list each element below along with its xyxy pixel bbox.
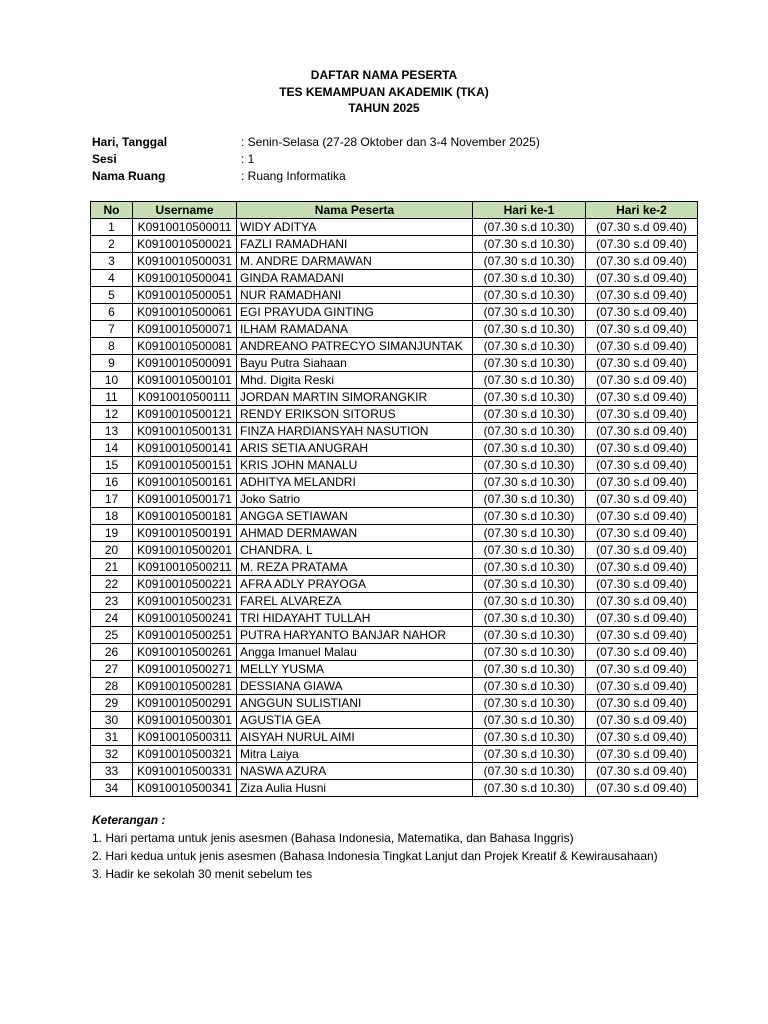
cell-username: K0910010500191 (133, 525, 237, 542)
info-value: : 1 (241, 152, 255, 166)
cell-nama-peserta: AISYAH NURUL AIMI (237, 729, 473, 746)
cell-username: K0910010500021 (133, 236, 237, 253)
cell-hari-2: (07.30 s.d 09.40) (586, 270, 698, 287)
table-row (91, 559, 698, 576)
cell-no: 2 (91, 236, 133, 253)
table-row (91, 542, 698, 559)
cell-username: K0910010500181 (133, 508, 237, 525)
exam-info (92, 134, 540, 185)
cell-hari-2: (07.30 s.d 09.40) (586, 406, 698, 423)
cell-hari-1: (07.30 s.d 10.30) (473, 491, 586, 508)
cell-nama-peserta: MELLY YUSMA (237, 661, 473, 678)
cell-username: K0910010500121 (133, 406, 237, 423)
note-item: 3. Hadir ke sekolah 30 menit sebelum tes (92, 867, 313, 881)
cell-hari-2: (07.30 s.d 09.40) (586, 576, 698, 593)
info-row-date (92, 134, 540, 151)
table-row (91, 338, 698, 355)
title-line-3: TAHUN 2025 (348, 101, 420, 115)
table-row (91, 763, 698, 780)
cell-username: K0910010500081 (133, 338, 237, 355)
table-row (91, 729, 698, 746)
cell-nama-peserta: AGUSTIA GEA (237, 712, 473, 729)
cell-nama-peserta: Ziza Aulia Husni (237, 780, 473, 797)
cell-hari-2: (07.30 s.d 09.40) (586, 355, 698, 372)
cell-nama-peserta: GINDA RAMADANI (237, 270, 473, 287)
table-row (91, 389, 698, 406)
cell-hari-2: (07.30 s.d 09.40) (586, 474, 698, 491)
cell-hari-2: (07.30 s.d 09.40) (586, 236, 698, 253)
cell-username: K0910010500171 (133, 491, 237, 508)
cell-hari-2: (07.30 s.d 09.40) (586, 219, 698, 236)
cell-nama-peserta: ANGGA SETIAWAN (237, 508, 473, 525)
cell-hari-1: (07.30 s.d 10.30) (473, 678, 586, 695)
table-row (91, 406, 698, 423)
cell-username: K0910010500221 (133, 576, 237, 593)
cell-nama-peserta: Bayu Putra Siahaan (237, 355, 473, 372)
cell-hari-1: (07.30 s.d 10.30) (473, 219, 586, 236)
cell-username: K0910010500211 (133, 559, 237, 576)
cell-nama-peserta: NASWA AZURA (237, 763, 473, 780)
cell-nama-peserta: PUTRA HARYANTO BANJAR NAHOR (237, 627, 473, 644)
cell-no: 21 (91, 559, 133, 576)
cell-hari-2: (07.30 s.d 09.40) (586, 559, 698, 576)
cell-no: 6 (91, 304, 133, 321)
column-header-hari-2: Hari ke-2 (586, 202, 698, 219)
table-header-row (91, 202, 698, 219)
info-label: Hari, Tanggal (92, 135, 168, 149)
table-row (91, 780, 698, 797)
cell-no: 11 (91, 389, 133, 406)
table-row (91, 525, 698, 542)
cell-no: 30 (91, 712, 133, 729)
cell-username: K0910010500071 (133, 321, 237, 338)
cell-username: K0910010500091 (133, 355, 237, 372)
table-row (91, 270, 698, 287)
cell-nama-peserta: RENDY ERIKSON SITORUS (237, 406, 473, 423)
cell-nama-peserta: ILHAM RAMADANA (237, 321, 473, 338)
table-row (91, 372, 698, 389)
table-row (91, 627, 698, 644)
cell-nama-peserta: KRIS JOHN MANALU (237, 457, 473, 474)
cell-username: K0910010500041 (133, 270, 237, 287)
cell-nama-peserta: JORDAN MARTIN SIMORANGKIR (237, 389, 473, 406)
cell-no: 34 (91, 780, 133, 797)
cell-no: 10 (91, 372, 133, 389)
cell-no: 20 (91, 542, 133, 559)
cell-no: 25 (91, 627, 133, 644)
cell-hari-1: (07.30 s.d 10.30) (473, 457, 586, 474)
cell-hari-1: (07.30 s.d 10.30) (473, 474, 586, 491)
table-row (91, 746, 698, 763)
table-row (91, 610, 698, 627)
cell-hari-1: (07.30 s.d 10.30) (473, 508, 586, 525)
cell-no: 31 (91, 729, 133, 746)
table-row (91, 236, 698, 253)
table-row (91, 287, 698, 304)
table-row (91, 304, 698, 321)
cell-username: K0910010500261 (133, 644, 237, 661)
cell-hari-1: (07.30 s.d 10.30) (473, 440, 586, 457)
cell-username: K0910010500241 (133, 610, 237, 627)
cell-username: K0910010500111 (133, 389, 237, 406)
table-row (91, 491, 698, 508)
column-header-username: Username (133, 202, 237, 219)
cell-hari-1: (07.30 s.d 10.30) (473, 270, 586, 287)
info-value: : Ruang Informatika (241, 169, 346, 183)
cell-nama-peserta: Mitra Laiya (237, 746, 473, 763)
cell-no: 19 (91, 525, 133, 542)
cell-hari-2: (07.30 s.d 09.40) (586, 423, 698, 440)
cell-hari-1: (07.30 s.d 10.30) (473, 236, 586, 253)
cell-nama-peserta: ANDREANO PATRECYO SIMANJUNTAK (237, 338, 473, 355)
cell-hari-2: (07.30 s.d 09.40) (586, 644, 698, 661)
cell-nama-peserta: NUR RAMADHANI (237, 287, 473, 304)
cell-no: 29 (91, 695, 133, 712)
column-header-nama-peserta: Nama Peserta (237, 202, 473, 219)
column-header-hari-1: Hari ke-1 (473, 202, 586, 219)
table-row (91, 644, 698, 661)
cell-no: 5 (91, 287, 133, 304)
cell-hari-2: (07.30 s.d 09.40) (586, 678, 698, 695)
cell-nama-peserta: Angga Imanuel Malau (237, 644, 473, 661)
cell-hari-2: (07.30 s.d 09.40) (586, 780, 698, 797)
table-row (91, 593, 698, 610)
cell-username: K0910010500061 (133, 304, 237, 321)
table-row (91, 321, 698, 338)
cell-username: K0910010500311 (133, 729, 237, 746)
cell-hari-1: (07.30 s.d 10.30) (473, 627, 586, 644)
cell-hari-1: (07.30 s.d 10.30) (473, 661, 586, 678)
table-row (91, 508, 698, 525)
cell-hari-2: (07.30 s.d 09.40) (586, 763, 698, 780)
cell-nama-peserta: FINZA HARDIANSYAH NASUTION (237, 423, 473, 440)
cell-no: 22 (91, 576, 133, 593)
cell-hari-1: (07.30 s.d 10.30) (473, 321, 586, 338)
cell-nama-peserta: M. ANDRE DARMAWAN (237, 253, 473, 270)
table-row (91, 661, 698, 678)
cell-hari-2: (07.30 s.d 09.40) (586, 746, 698, 763)
cell-hari-1: (07.30 s.d 10.30) (473, 593, 586, 610)
cell-no: 32 (91, 746, 133, 763)
cell-hari-1: (07.30 s.d 10.30) (473, 746, 586, 763)
cell-no: 28 (91, 678, 133, 695)
cell-nama-peserta: EGI PRAYUDA GINTING (237, 304, 473, 321)
cell-nama-peserta: ARIS SETIA ANUGRAH (237, 440, 473, 457)
cell-hari-1: (07.30 s.d 10.30) (473, 576, 586, 593)
cell-no: 8 (91, 338, 133, 355)
notes-title: Keterangan : (92, 813, 166, 827)
cell-username: K0910010500301 (133, 712, 237, 729)
cell-username: K0910010500161 (133, 474, 237, 491)
cell-no: 15 (91, 457, 133, 474)
column-header-no: No (91, 202, 133, 219)
table-row (91, 457, 698, 474)
cell-nama-peserta: Mhd. Digita Reski (237, 372, 473, 389)
table-row (91, 474, 698, 491)
notes-section (92, 811, 658, 883)
cell-hari-2: (07.30 s.d 09.40) (586, 389, 698, 406)
cell-nama-peserta: DESSIANA GIAWA (237, 678, 473, 695)
cell-hari-1: (07.30 s.d 10.30) (473, 525, 586, 542)
cell-no: 1 (91, 219, 133, 236)
document-title (0, 67, 768, 117)
table-row (91, 355, 698, 372)
cell-username: K0910010500331 (133, 763, 237, 780)
cell-username: K0910010500201 (133, 542, 237, 559)
cell-hari-2: (07.30 s.d 09.40) (586, 508, 698, 525)
cell-hari-2: (07.30 s.d 09.40) (586, 338, 698, 355)
cell-no: 13 (91, 423, 133, 440)
cell-hari-1: (07.30 s.d 10.30) (473, 287, 586, 304)
table-row (91, 576, 698, 593)
cell-username: K0910010500231 (133, 593, 237, 610)
cell-hari-1: (07.30 s.d 10.30) (473, 712, 586, 729)
cell-username: K0910010500131 (133, 423, 237, 440)
cell-nama-peserta: ADHITYA MELANDRI (237, 474, 473, 491)
cell-hari-2: (07.30 s.d 09.40) (586, 525, 698, 542)
note-item: 1. Hari pertama untuk jenis asesmen (Bahasa Indonesia, Matematika, dan Bahasa Inggris) (92, 831, 574, 845)
cell-username: K0910010500341 (133, 780, 237, 797)
cell-no: 7 (91, 321, 133, 338)
cell-no: 12 (91, 406, 133, 423)
title-line-2: TES KEMAMPUAN AKADEMIK (TKA) (279, 84, 489, 99)
table-row (91, 219, 698, 236)
cell-nama-peserta: TRI HIDAYAHT TULLAH (237, 610, 473, 627)
cell-hari-1: (07.30 s.d 10.30) (473, 423, 586, 440)
cell-no: 27 (91, 661, 133, 678)
cell-no: 9 (91, 355, 133, 372)
cell-hari-1: (07.30 s.d 10.30) (473, 542, 586, 559)
cell-hari-1: (07.30 s.d 10.30) (473, 729, 586, 746)
cell-nama-peserta: CHANDRA. L (237, 542, 473, 559)
cell-no: 24 (91, 610, 133, 627)
cell-hari-1: (07.30 s.d 10.30) (473, 389, 586, 406)
cell-nama-peserta: AHMAD DERMAWAN (237, 525, 473, 542)
cell-hari-2: (07.30 s.d 09.40) (586, 491, 698, 508)
cell-no: 16 (91, 474, 133, 491)
table-row (91, 423, 698, 440)
cell-hari-2: (07.30 s.d 09.40) (586, 440, 698, 457)
info-row-room (92, 168, 540, 185)
table-row (91, 253, 698, 270)
table-row (91, 712, 698, 729)
info-value: : Senin-Selasa (27-28 Oktober dan 3-4 November 2025) (241, 135, 540, 149)
cell-nama-peserta: FAREL ALVAREZA (237, 593, 473, 610)
cell-hari-1: (07.30 s.d 10.30) (473, 406, 586, 423)
cell-username: K0910010500321 (133, 746, 237, 763)
cell-hari-2: (07.30 s.d 09.40) (586, 304, 698, 321)
cell-no: 18 (91, 508, 133, 525)
note-item: 2. Hari kedua untuk jenis asesmen (Bahasa Indonesia Tingkat Lanjut dan Projek Kreatif & Kewirausahaan) (92, 849, 658, 863)
table-row (91, 678, 698, 695)
cell-hari-2: (07.30 s.d 09.40) (586, 287, 698, 304)
cell-nama-peserta: AFRA ADLY PRAYOGA (237, 576, 473, 593)
table-row (91, 440, 698, 457)
cell-username: K0910010500271 (133, 661, 237, 678)
cell-no: 17 (91, 491, 133, 508)
table-row (91, 695, 698, 712)
cell-username: K0910010500011 (133, 219, 237, 236)
cell-username: K0910010500051 (133, 287, 237, 304)
cell-nama-peserta: M. REZA PRATAMA (237, 559, 473, 576)
cell-hari-2: (07.30 s.d 09.40) (586, 253, 698, 270)
cell-username: K0910010500281 (133, 678, 237, 695)
cell-nama-peserta: WIDY ADITYA (237, 219, 473, 236)
cell-no: 3 (91, 253, 133, 270)
cell-hari-2: (07.30 s.d 09.40) (586, 627, 698, 644)
info-label: Nama Ruang (92, 169, 166, 183)
cell-hari-1: (07.30 s.d 10.30) (473, 253, 586, 270)
cell-hari-2: (07.30 s.d 09.40) (586, 661, 698, 678)
cell-hari-2: (07.30 s.d 09.40) (586, 593, 698, 610)
cell-hari-1: (07.30 s.d 10.30) (473, 695, 586, 712)
cell-hari-2: (07.30 s.d 09.40) (586, 695, 698, 712)
cell-hari-1: (07.30 s.d 10.30) (473, 372, 586, 389)
cell-hari-2: (07.30 s.d 09.40) (586, 457, 698, 474)
cell-username: K0910010500151 (133, 457, 237, 474)
cell-hari-2: (07.30 s.d 09.40) (586, 372, 698, 389)
participant-table (90, 201, 698, 797)
cell-username: K0910010500141 (133, 440, 237, 457)
cell-username: K0910010500101 (133, 372, 237, 389)
table-body (91, 219, 698, 797)
cell-username: K0910010500251 (133, 627, 237, 644)
cell-hari-2: (07.30 s.d 09.40) (586, 610, 698, 627)
cell-username: K0910010500031 (133, 253, 237, 270)
cell-nama-peserta: FAZLI RAMADHANI (237, 236, 473, 253)
cell-no: 14 (91, 440, 133, 457)
cell-hari-2: (07.30 s.d 09.40) (586, 729, 698, 746)
cell-hari-1: (07.30 s.d 10.30) (473, 763, 586, 780)
cell-hari-1: (07.30 s.d 10.30) (473, 559, 586, 576)
cell-no: 33 (91, 763, 133, 780)
cell-hari-2: (07.30 s.d 09.40) (586, 542, 698, 559)
cell-no: 26 (91, 644, 133, 661)
cell-no: 23 (91, 593, 133, 610)
cell-hari-1: (07.30 s.d 10.30) (473, 304, 586, 321)
cell-no: 4 (91, 270, 133, 287)
info-row-session (92, 151, 540, 168)
cell-hari-1: (07.30 s.d 10.30) (473, 610, 586, 627)
cell-username: K0910010500291 (133, 695, 237, 712)
cell-hari-1: (07.30 s.d 10.30) (473, 355, 586, 372)
cell-hari-2: (07.30 s.d 09.40) (586, 712, 698, 729)
cell-hari-1: (07.30 s.d 10.30) (473, 644, 586, 661)
cell-hari-1: (07.30 s.d 10.30) (473, 338, 586, 355)
cell-hari-2: (07.30 s.d 09.40) (586, 321, 698, 338)
cell-nama-peserta: ANGGUN SULISTIANI (237, 695, 473, 712)
cell-hari-1: (07.30 s.d 10.30) (473, 780, 586, 797)
info-label: Sesi (92, 152, 117, 166)
cell-nama-peserta: Joko Satrio (237, 491, 473, 508)
title-line-1: DAFTAR NAMA PESERTA (310, 68, 458, 82)
